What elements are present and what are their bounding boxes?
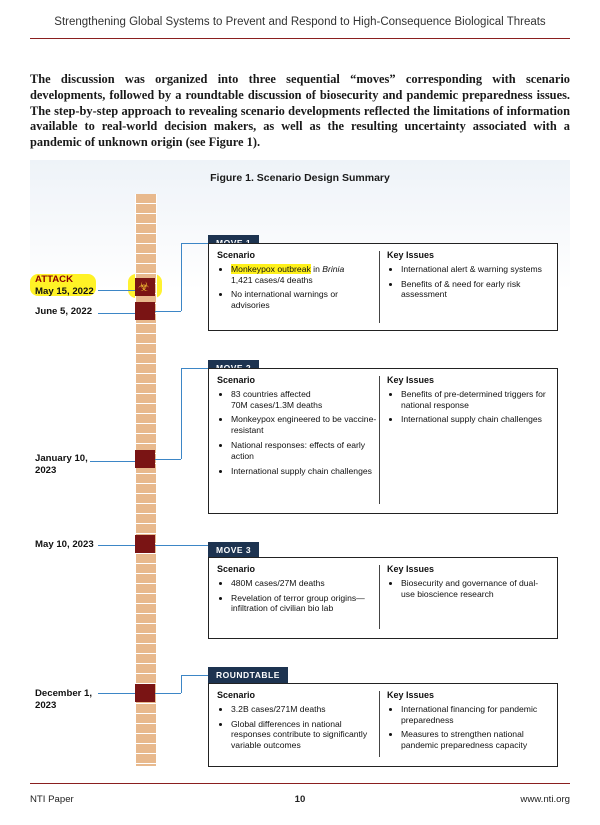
move2-divider [379,376,380,504]
move2-cases: 70M cases/1.3M deaths [231,399,323,410]
move2-scenario-heading: Scenario [217,375,256,385]
date-move1: June 5, 2022 [35,306,93,317]
roundtable-scenario-item: • Global differences in national responses contribute to significantly variable outcomes [231,719,379,751]
move1-outbreak-text: Monkeypox outbreak [231,263,311,274]
move2-scenario [217,375,379,480]
connector-roundtable-top [181,675,208,676]
move2-scenario-item: • International supply chain challenges [231,466,379,477]
roundtable-issues [387,690,549,755]
attack-date: May 15, 2022 [35,286,94,297]
connector-move1-right [155,311,181,312]
roundtable-scenario-item: • 3.2B cases/271M deaths [231,704,379,715]
figure-title: Figure 1. Scenario Design Summary [210,172,390,184]
move2-scenario-item: • Monkeypox engineered to be vaccine-resistant [231,414,379,436]
connector-move1-vertical [181,243,182,311]
roundtable-scenario-heading: Scenario [217,690,256,700]
connector-roundtable-left [98,693,135,694]
timeline-marker-move3 [135,535,155,553]
footer-website: www.nti.org [520,794,570,805]
move1-scenario [217,250,379,315]
move1-scenario-heading: Scenario [217,250,256,260]
timeline-marker-move1 [135,302,155,320]
roundtable-issue-item: • International financing for pandemic preparedness [401,704,549,726]
date-move2-line1: January 10, [35,453,88,464]
connector-move2-vertical [181,368,182,459]
move1-issues [387,250,549,304]
move3-box [208,557,558,639]
date-move2-line2: 2023 [35,465,57,476]
body-paragraph: The discussion was organized into three sequential “moves” corresponding with scenario developments, followed by a roundtable discussion of biosecurity and pandemic preparedness issues. The step-by-step approach to revealing scenario developments reflected the limitations of information available to real-world decision makers, as well as the resulting uncertainty associated with a pandemic of unknown origin (see Figure 1). [30,72,570,150]
page-number: 10 [294,794,306,805]
move3-scenario-item: • Revelation of terror group origins—infiltration of civilian bio lab [231,593,379,615]
move2-countries: 83 countries affected [231,388,311,399]
move2-scenario-item [231,389,379,411]
date-roundtable-line1: December 1, [35,688,93,699]
move2-issues-heading: Key Issues [387,375,435,385]
connector-move1-left [98,313,135,314]
move1-box [208,243,558,331]
connector-roundtable-right [155,693,181,694]
move3-issues [387,564,549,603]
roundtable-issue-item: • Measures to strengthen national pandemic preparedness capacity [401,729,549,751]
running-header: Strengthening Global Systems to Prevent and Respond to High-Consequence Biological Threats [54,16,546,28]
move2-scenario-item: • National responses: effects of early action [231,440,379,462]
move2-box [208,368,558,514]
timeline-marker-attack [135,278,155,296]
connector-move3-left [98,545,135,546]
move3-scenario-item: • 480M cases/27M deaths [231,578,379,589]
move2-issues [387,375,549,429]
move1-issues-heading: Key Issues [387,250,435,260]
tab-move3: MOVE 3 [208,542,259,558]
attack-label: ATTACK [35,274,74,285]
header-rule [30,38,570,39]
move1-in-text: in [310,263,323,274]
move3-issue-item: • Biosecurity and governance of dual-use bioscience research [401,578,549,600]
roundtable-divider [379,691,380,757]
move1-issue-item: • Benefits of & need for early risk assessment [401,279,549,301]
move1-scenario-item: • No international warnings or advisories [231,289,379,311]
move3-scenario-heading: Scenario [217,564,256,574]
move3-scenario [217,564,379,618]
connector-attack-left [98,290,135,291]
footer-rule [30,783,570,784]
connector-roundtable-vertical [181,675,182,693]
timeline-marker-roundtable [135,684,155,702]
move3-issues-heading: Key Issues [387,564,435,574]
roundtable-box [208,683,558,767]
tab-roundtable: ROUNDTABLE [208,667,288,683]
footer-publication: NTI Paper [30,794,74,805]
move1-issue-item: • International alert & warning systems [401,264,549,275]
move2-issue-item: • Benefits of pre-determined triggers for national response [401,389,549,411]
biohazard-icon: ☣ [138,279,150,294]
move1-location: Brinia [322,263,345,274]
connector-move2-right [155,459,181,460]
roundtable-issues-heading: Key Issues [387,690,435,700]
move3-divider [379,565,380,629]
connector-move1-top [181,243,208,244]
date-move3: May 10, 2023 [35,539,94,550]
move1-scenario-item [231,264,379,286]
timeline-marker-move2 [135,450,155,468]
connector-move2-left [90,461,135,462]
roundtable-scenario [217,690,379,755]
move1-divider [379,251,380,323]
move2-issue-item: • International supply chain challenges [401,414,549,425]
connector-move2-top [181,368,208,369]
date-roundtable-line2: 2023 [35,700,57,711]
move1-cases: 1,421 cases/4 deaths [231,274,313,285]
connector-move3-right [155,545,208,546]
